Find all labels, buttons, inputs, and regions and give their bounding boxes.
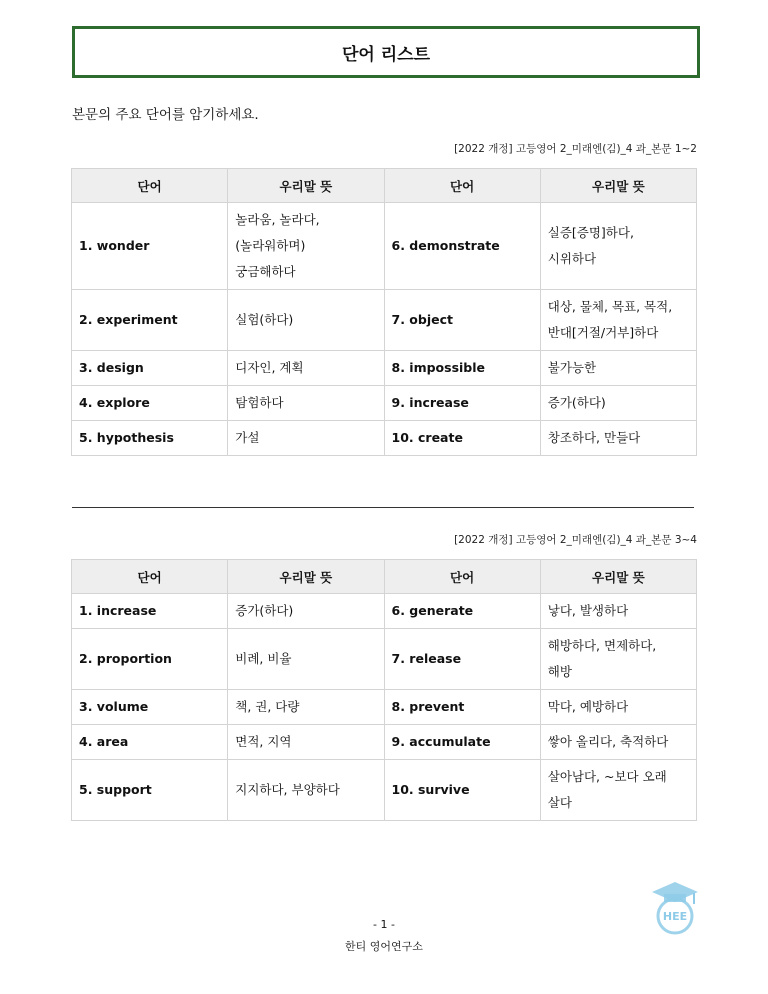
meaning-cell bbox=[540, 594, 696, 629]
word-cell: 4. explore bbox=[72, 386, 228, 421]
word-cell: 9. accumulate bbox=[384, 725, 540, 760]
meaning-cell bbox=[228, 421, 384, 456]
table-row bbox=[72, 725, 697, 760]
word-cell: 1. wonder bbox=[72, 203, 228, 290]
table-row bbox=[72, 386, 697, 421]
meaning-cell bbox=[228, 386, 384, 421]
column-header: 우리말 뜻 bbox=[228, 560, 384, 594]
meaning-cell bbox=[540, 351, 696, 386]
meaning-line: 탐험하다 bbox=[235, 395, 284, 410]
word-cell: 10. create bbox=[384, 421, 540, 456]
column-header: 우리말 뜻 bbox=[540, 169, 696, 203]
column-header: 단어 bbox=[384, 560, 540, 594]
meaning-line: 가설 bbox=[235, 430, 260, 445]
word-cell: 1. increase bbox=[72, 594, 228, 629]
page-title: 단어 리스트 bbox=[341, 44, 431, 65]
meaning-line: (놀라워하며) bbox=[235, 238, 306, 253]
column-header: 단어 bbox=[384, 169, 540, 203]
meaning-cell bbox=[540, 725, 696, 760]
meaning-cell bbox=[540, 760, 696, 821]
meaning-line: 증가(하다) bbox=[235, 603, 294, 618]
word-cell: 7. object bbox=[384, 290, 540, 351]
meaning-line: 비례, 비율 bbox=[235, 651, 292, 666]
meaning-cell bbox=[228, 594, 384, 629]
word-cell: 9. increase bbox=[384, 386, 540, 421]
meaning-line: 반대[거절/거부]하다 bbox=[547, 325, 659, 340]
column-header: 우리말 뜻 bbox=[540, 560, 696, 594]
page-title-box bbox=[72, 26, 700, 78]
meaning-line: 해방하다, 면제하다, bbox=[547, 638, 657, 653]
word-cell: 3. design bbox=[72, 351, 228, 386]
column-header: 단어 bbox=[72, 169, 228, 203]
word-cell: 5. support bbox=[72, 760, 228, 821]
vocab-table-2 bbox=[71, 559, 697, 821]
table-header-row bbox=[72, 560, 697, 594]
meaning-cell bbox=[540, 629, 696, 690]
meaning-line: 해방 bbox=[547, 664, 572, 679]
table-row bbox=[72, 690, 697, 725]
footer-text: 한티 영어연구소 bbox=[345, 940, 423, 953]
meaning-line: 지지하다, 부양하다 bbox=[235, 782, 340, 797]
meaning-line: 실험(하다) bbox=[235, 312, 294, 327]
meaning-line: 면적, 지역 bbox=[235, 734, 292, 749]
vocab-table-1 bbox=[71, 168, 697, 456]
meaning-line: 궁금해하다 bbox=[235, 264, 296, 279]
meaning-line: 살아남다, ~보다 오래 bbox=[547, 769, 667, 784]
column-header: 단어 bbox=[72, 560, 228, 594]
table-row bbox=[72, 594, 697, 629]
meaning-line: 실증[증명]하다, bbox=[547, 225, 634, 240]
meaning-cell bbox=[540, 690, 696, 725]
word-cell: 6. demonstrate bbox=[384, 203, 540, 290]
meaning-line: 증가(하다) bbox=[547, 395, 606, 410]
meaning-cell bbox=[228, 351, 384, 386]
meaning-line: 대상, 물체, 목표, 목적, bbox=[547, 299, 673, 314]
word-cell: 8. prevent bbox=[384, 690, 540, 725]
table-row bbox=[72, 421, 697, 456]
word-cell: 2. experiment bbox=[72, 290, 228, 351]
word-cell: 4. area bbox=[72, 725, 228, 760]
meaning-cell bbox=[228, 760, 384, 821]
page-number: - 1 - bbox=[373, 918, 395, 931]
meaning-cell bbox=[540, 421, 696, 456]
word-cell: 10. survive bbox=[384, 760, 540, 821]
word-cell: 8. impossible bbox=[384, 351, 540, 386]
table-row bbox=[72, 629, 697, 690]
section-divider bbox=[72, 507, 694, 508]
meaning-cell bbox=[228, 629, 384, 690]
table-row bbox=[72, 203, 697, 290]
meaning-cell bbox=[540, 290, 696, 351]
section-1-source: [2022 개정] 고등영어 2_미래엔(김)_4 과_본문 1~2 bbox=[454, 143, 697, 155]
meaning-cell bbox=[228, 290, 384, 351]
word-cell: 2. proportion bbox=[72, 629, 228, 690]
meaning-line: 디자인, 계획 bbox=[235, 360, 304, 375]
meaning-cell bbox=[228, 203, 384, 290]
meaning-line: 책, 권, 다량 bbox=[235, 699, 300, 714]
meaning-cell bbox=[228, 725, 384, 760]
table-header-row bbox=[72, 169, 697, 203]
meaning-line: 놀라움, 놀라다, bbox=[235, 212, 320, 227]
meaning-line: 시위하다 bbox=[547, 251, 597, 266]
word-cell: 7. release bbox=[384, 629, 540, 690]
meaning-line: 살다 bbox=[547, 795, 572, 810]
section-2-source: [2022 개정] 고등영어 2_미래엔(김)_4 과_본문 3~4 bbox=[454, 534, 697, 546]
logo-text: HEE bbox=[662, 910, 688, 923]
instruction-text: 본문의 주요 단어를 암기하세요. bbox=[72, 107, 259, 123]
column-header: 우리말 뜻 bbox=[228, 169, 384, 203]
word-cell: 6. generate bbox=[384, 594, 540, 629]
meaning-cell bbox=[228, 690, 384, 725]
word-cell: 5. hypothesis bbox=[72, 421, 228, 456]
table-row bbox=[72, 290, 697, 351]
meaning-cell bbox=[540, 203, 696, 290]
meaning-line: 쌓아 올리다, 축적하다 bbox=[547, 734, 669, 749]
word-cell: 3. volume bbox=[72, 690, 228, 725]
meaning-cell bbox=[540, 386, 696, 421]
meaning-line: 낳다, 발생하다 bbox=[547, 603, 629, 618]
meaning-line: 막다, 예방하다 bbox=[547, 699, 629, 714]
meaning-line: 불가능한 bbox=[547, 360, 597, 375]
meaning-line: 창조하다, 만들다 bbox=[547, 430, 641, 445]
table-row bbox=[72, 760, 697, 821]
table-row bbox=[72, 351, 697, 386]
